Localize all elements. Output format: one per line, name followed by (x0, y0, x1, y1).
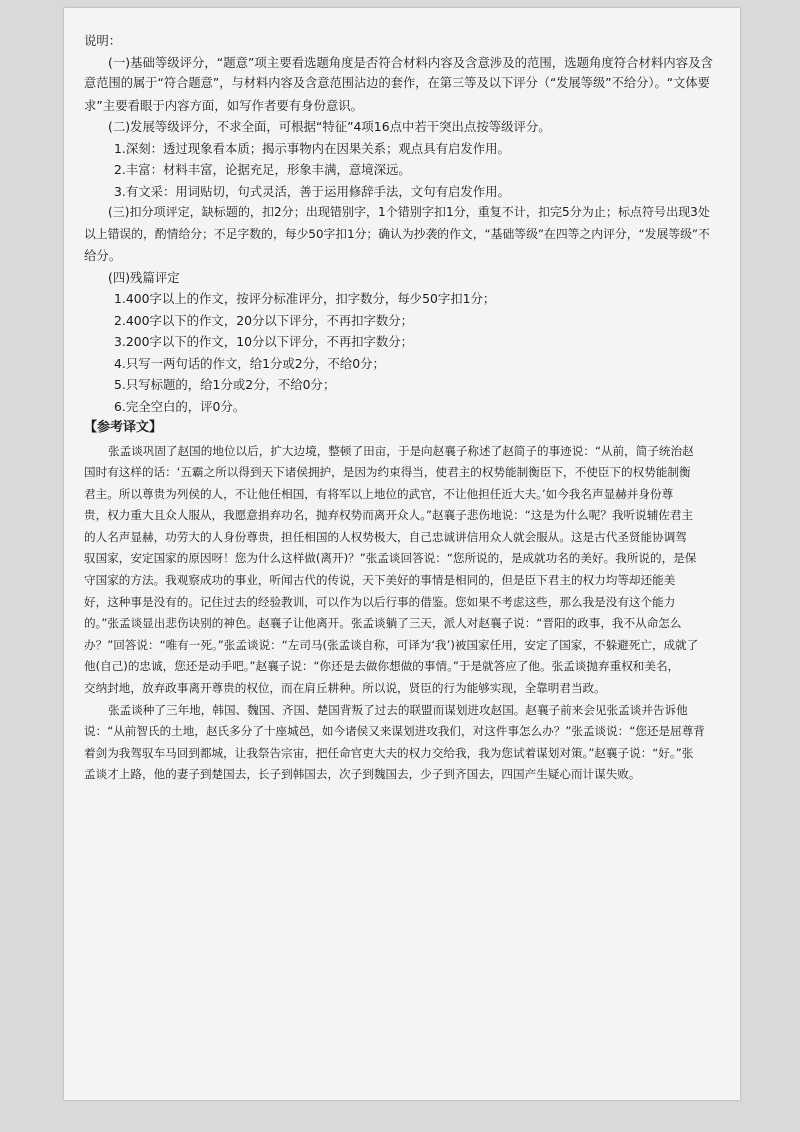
translation-line: 说：“从前智氏的土地，赵氏多分了十座城邑，如今诸侯又来谋划进攻我们，对这件事怎么办？”张孟谈说：“您还是屈尊背 (84, 724, 705, 739)
translation-line: 守国家的方法。我观察成功的事业，听闻古代的传说，天下美好的事情是相同的，但是臣下君主的权力均等却还能美 (84, 573, 676, 588)
translation-line: 国时有这样的话：‘五霸之所以得到天下诸侯拥护，是因为约束得当，使君主的权势能制衡臣下，不使臣下的权势能制衡 (84, 465, 691, 480)
reference-translation (84, 441, 716, 787)
note-line: 5.只写标题的，给1分或2分，不给0分； (114, 377, 336, 392)
translation-line: 贵，权力重大且众人服从，我愿意捐弃功名，抛弃权势而离开众人。”赵襄子悲伤地说：“这是为什么呢？我听说辅佐君主 (84, 508, 694, 523)
note-line: (一)基础等级评分，“题意”项主要看选题角度是否符合材料内容及含意涉及的范围，选题角度符合材料内容及含 (108, 54, 713, 70)
note-line: 2.400字以下的作文，20分以下评分，不再扣字数分； (114, 312, 414, 328)
translation-line: 张孟谈种了三年地，韩国、魏国、齐国、楚国背叛了过去的联盟而谋划进攻赵国。赵襄子前来会见张孟谈并告诉他 (108, 702, 688, 717)
note-line: 给分。 (84, 248, 122, 263)
note-line: (四)残篇评定 (108, 269, 180, 285)
note-line: 3.有文采：用词贴切，句式灵活，善于运用修辞手法，文句有启发作用。 (114, 183, 510, 199)
translation-line: 交纳封地，放弃政事离开尊贵的权位，而在肩丘耕种。所以说，贤臣的行为能够实现，全靠明君当政。 (84, 681, 606, 696)
reference-heading: 【参考译文】 (84, 420, 163, 435)
translation-line: 的人名声显赫，功劳大的人身份尊贵，担任相国的人权势极大，自己忠诚讲信用众人就会服从。这是古代圣贤能协调驾 (84, 529, 687, 544)
translation-line: 君主。所以尊贵为列侯的人，不让他任相国，有将军以上地位的武官，不让他担任近大夫。’如今我名声显赫并身份尊 (84, 486, 674, 501)
translation-line: 好，这种事是没有的。记住过去的经验教训，可以作为以后行事的借鉴。您如果不考虑这些，那么我是没有这个能力 (84, 594, 676, 609)
note-line: 2.丰富：材料丰富，论据充足，形象丰满，意境深远。 (114, 162, 411, 177)
translation-line: 驭国家，安定国家的原因呀！您为什么这样做(离开)？”张孟谈回答说：“您所说的，是成就功名的美好。我所说的，是保 (84, 551, 697, 566)
translation-line: 办？”回答说：“唯有一死。”张孟谈说：“左司马(张孟谈自称，可译为‘我’)被国家任用，安定了国家，不躲避死亡，成就了 (84, 637, 699, 652)
note-line: 6.完全空白的，评0分。 (114, 398, 246, 414)
note-line: 1.深刻：透过现象看本质；揭示事物内在因果关系；观点具有启发作用。 (114, 140, 510, 156)
note-title: 说明： (84, 33, 122, 48)
translation-line: 的。”张孟谈显出悲伤诀别的神色。赵襄子让他离开。张孟谈躺了三天，派人对赵襄子说：“晋阳的政事，我不从命怎么 (84, 616, 682, 631)
note-line: 1.400字以上的作文，按评分标准评分，扣字数分，每少50字扣1分； (114, 291, 496, 306)
note-line: 以上错误的，酌情给分；不足字数的，每少50字扣1分；确认为抄袭的作文，“基础等级”在四等之内评分，“发展等级”不 (84, 226, 710, 241)
document-content (84, 30, 716, 786)
document-page (64, 8, 740, 1100)
translation-line: 张孟谈巩固了赵国的地位以后，扩大边境，整顿了田亩，于是向赵襄子称述了赵简子的事迹说：“从前，简子统治赵 (108, 443, 694, 458)
note-line: (三)扣分项评定，缺标题的，扣2分；出现错别字，1个错别字扣1分，重复不计，扣完5分为止；标点符号出现3处 (108, 205, 710, 219)
translation-line: 孟谈才上路，他的妻子到楚国去，长子到韩国去，次子到魏国去，少子到齐国去，四国产生疑心而计谋失败。 (84, 767, 641, 782)
note-line: 求”主要看眼于内容方面，如写作者要有身份意识。 (84, 97, 364, 113)
note-line: 意范围的属于“符合题意”，与材料内容及含意范围沾边的套作，在第三等及以下评分（“发展等级”不给分）。“文体要 (84, 76, 710, 90)
translation-line: 着剑为我驾驭车马回到都城，让我祭告宗宙，把任命官吏大夫的权力交给我，我为您试着谋划对策。”赵襄子说：“好。”张 (84, 745, 694, 760)
note-line: (二)发展等级评分，不求全面，可根据“特征”4项16点中若干突出点按等级评分。 (108, 119, 551, 134)
note-line: 3.200字以下的作文，10分以下评分，不再扣字数分； (114, 334, 414, 349)
translation-line: 他(自己)的忠诚，您还是动手吧。”赵襄子说：“你还是去做你想做的事情。”于是就答应了他。张孟谈抛弃重权和美名， (84, 659, 680, 674)
note-line: 4.只写一两句话的作文，给1分或2分，不给0分； (114, 355, 385, 371)
